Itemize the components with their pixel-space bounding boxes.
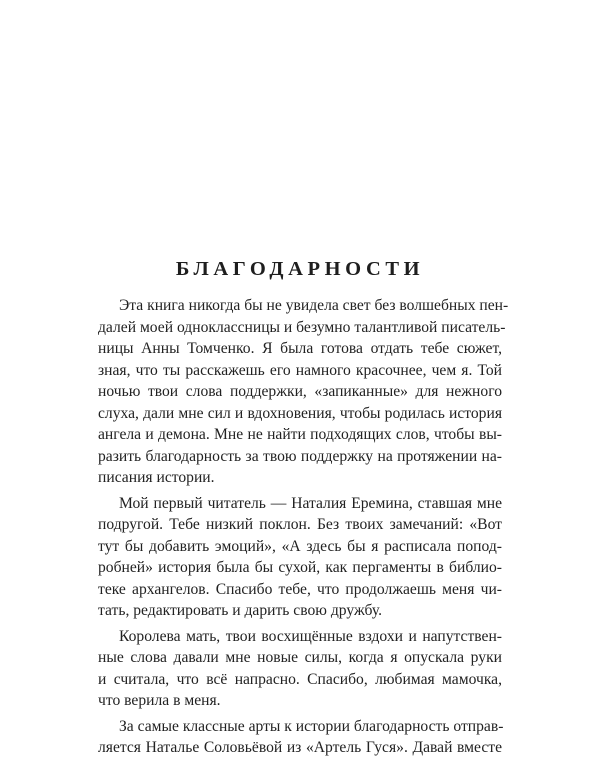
text-line: ницы Анны Томченко. Я была готова отдать тебе сюжет, <box>98 340 502 357</box>
text-line: ночью твои слова поддержки, «запиканные» для нежного <box>98 383 502 400</box>
text-line: тать, редактировать и дарить свою дружбу. <box>98 602 382 619</box>
paragraph-3 <box>98 626 502 712</box>
text-line: далей моей одноклассницы и безумно талантливой писатель- <box>98 318 506 336</box>
text-line: За самые классные арты к истории благодарность отправ- <box>119 717 504 735</box>
text-line: слуха, дали мне сил и вдохновения, чтобы родилась история <box>98 404 502 422</box>
text-line: теке архангелов. Спасибо тебе, что продолжаешь меня чи- <box>98 580 502 598</box>
text-line: разить благодарность за твою поддержку на протяжении на- <box>98 447 502 465</box>
text-line: ангела и демона. Мне не найти подходящих слов, чтобы вы- <box>98 426 502 443</box>
text-line: и считала, что всё напрасно. Спасибо, любимая мамочка, <box>98 670 502 688</box>
text-line: робней» история была бы сухой, как пергаменты в библио- <box>98 559 502 576</box>
text-line: писания истории. <box>98 469 215 486</box>
paragraph-4 <box>98 716 502 759</box>
paragraph-1 <box>98 295 509 489</box>
text-line: ляется Наталье Соловьёвой из «Артель Гуся». Давай вместе <box>98 739 502 756</box>
text-line: ные слова давали мне новые силы, когда я опускала руки <box>98 649 502 666</box>
text-line: Королева мать, твои восхищённые вздохи и напутствен- <box>119 627 502 645</box>
text-line: подругой. Тебе низкий поклон. Без твоих замечаний: «Вот <box>98 516 502 533</box>
paragraph-2 <box>98 493 502 622</box>
acknowledgements-text <box>98 295 509 759</box>
chapter-heading: БЛАГОДАРНОСТИ <box>175 258 425 280</box>
text-line: Эта книга никогда бы не увидела свет без волшебных пен- <box>119 297 509 314</box>
text-line: тут бы добавить эмоций», «А здесь бы я расписала попод- <box>98 537 502 555</box>
text-line: что верила в меня. <box>98 692 221 709</box>
text-line: Мой первый читатель — Наталия Еремина, ставшая мне <box>119 494 502 512</box>
text-line: зная, что ты расскажешь его намного красочнее, чем я. Той <box>98 361 502 379</box>
